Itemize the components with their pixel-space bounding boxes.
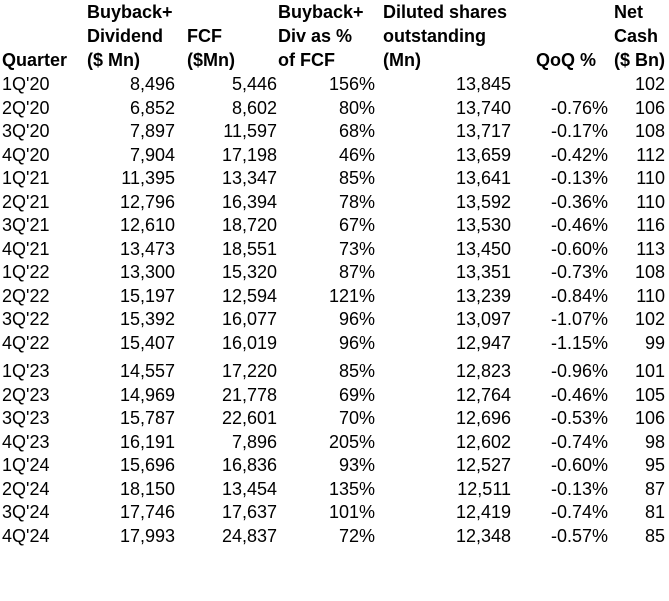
diluted-shares-cell: 13,845 — [455, 74, 511, 94]
header-quarter-line: Quarter — [2, 50, 68, 70]
fcf-cell: 17,198 — [221, 144, 277, 165]
qoq-cell: -0.74% — [550, 502, 608, 522]
net-cash-cell: 105 — [634, 384, 665, 405]
buyback-dividend-cell: 11,395 — [121, 168, 175, 188]
pct-of-fcf-cell: 69% — [338, 384, 375, 405]
header-line: Cash — [614, 26, 659, 46]
buyback-dividend-cell: 13,300 — [119, 262, 175, 282]
net-cash-cell: 110 — [636, 191, 665, 212]
fcf-cell: 12,594 — [221, 285, 277, 306]
qoq-cell: -0.73% — [550, 262, 608, 282]
buyback-dividend-cell: 7,904 — [129, 144, 175, 165]
header-line: ($Mn) — [187, 50, 235, 70]
header-line: of FCF — [278, 50, 335, 70]
header-line: FCF — [187, 26, 222, 46]
quarter-cell: 2Q'21 — [2, 191, 50, 212]
buyback-dividend-cell: 15,696 — [119, 455, 175, 475]
fcf-cell: 21,778 — [221, 384, 277, 405]
diluted-shares-cell: 12,823 — [455, 361, 511, 381]
net-cash-cell: 116 — [636, 215, 665, 235]
buyback-dividend-cell: 17,993 — [119, 525, 175, 546]
net-cash-cell: 98 — [644, 431, 665, 452]
qoq-cell: -0.13% — [550, 478, 608, 499]
header-pct-of-fcf — [278, 0, 364, 72]
quarter-cell: 2Q'22 — [2, 285, 50, 306]
qoq-cell: -0.46% — [550, 215, 608, 235]
quarter-cell: 3Q'24 — [2, 502, 50, 522]
net-cash-cell: 101 — [634, 361, 665, 381]
net-cash-cell: 110 — [636, 168, 665, 188]
header-line: Dividend — [87, 26, 164, 46]
header-net-cash — [614, 0, 665, 72]
qoq-cell: -0.96% — [550, 361, 608, 381]
table-header — [0, 0, 669, 72]
net-cash-cell: 108 — [634, 262, 665, 282]
net-cash-cell: 95 — [644, 455, 665, 475]
quarter-cell: 1Q'20 — [2, 74, 50, 94]
net-cash-cell: 108 — [634, 121, 665, 141]
fcf-cell: 11,597 — [223, 121, 277, 141]
table-row — [0, 384, 669, 408]
table-row — [0, 285, 669, 309]
table-row — [0, 97, 669, 121]
pct-of-fcf-cell: 80% — [338, 97, 375, 118]
table-row — [0, 120, 669, 144]
pct-of-fcf-cell: 87% — [338, 262, 375, 282]
buyback-dividend-cell: 13,473 — [119, 238, 175, 259]
quarter-cell: 4Q'21 — [2, 238, 50, 259]
quarter-cell: 2Q'24 — [2, 478, 50, 499]
pct-of-fcf-cell: 68% — [338, 121, 375, 141]
diluted-shares-cell: 12,419 — [455, 502, 511, 522]
buyback-dividend-cell: 14,969 — [119, 384, 175, 405]
pct-of-fcf-cell: 96% — [338, 309, 375, 329]
qoq-cell: -0.36% — [550, 191, 608, 212]
pct-of-fcf-cell: 205% — [328, 431, 375, 452]
fcf-cell: 13,347 — [221, 168, 277, 188]
table-row — [0, 238, 669, 262]
table-row — [0, 261, 669, 285]
header-line: (Mn) — [383, 50, 421, 70]
diluted-shares-cell: 13,530 — [455, 215, 511, 235]
table-row — [0, 478, 669, 502]
pct-of-fcf-cell: 96% — [338, 332, 375, 353]
fcf-cell: 17,220 — [221, 361, 277, 381]
quarter-cell: 1Q'23 — [2, 361, 50, 381]
net-cash-cell: 113 — [636, 238, 665, 259]
table-row — [0, 191, 669, 215]
pct-of-fcf-cell: 72% — [338, 525, 375, 546]
quarter-cell: 4Q'20 — [2, 144, 50, 165]
net-cash-cell: 99 — [644, 332, 665, 353]
quarter-cell: 4Q'22 — [2, 332, 50, 353]
qoq-cell: -0.17% — [550, 121, 608, 141]
table-row — [0, 501, 669, 525]
quarter-cell: 3Q'21 — [2, 215, 50, 235]
net-cash-cell: 106 — [634, 97, 665, 118]
quarter-cell: 4Q'23 — [2, 431, 50, 452]
net-cash-cell: 102 — [634, 74, 665, 94]
qoq-cell: -0.46% — [550, 384, 608, 405]
diluted-shares-cell: 12,527 — [455, 455, 511, 475]
diluted-shares-cell: 13,239 — [455, 285, 511, 306]
fcf-cell: 13,454 — [221, 478, 277, 499]
table-row — [0, 167, 669, 191]
buyback-dividend-cell: 14,557 — [119, 361, 175, 381]
pct-of-fcf-cell: 67% — [338, 215, 375, 235]
pct-of-fcf-cell: 93% — [338, 455, 375, 475]
fcf-cell: 18,551 — [221, 238, 277, 259]
pct-of-fcf-cell: 156% — [328, 74, 375, 94]
qoq-cell: -0.74% — [550, 431, 608, 452]
table-row — [0, 454, 669, 478]
buyback-dividend-cell: 17,746 — [119, 502, 175, 522]
pct-of-fcf-cell: 85% — [338, 168, 375, 188]
qoq-cell: -0.84% — [550, 285, 608, 306]
quarter-cell: 3Q'20 — [2, 121, 50, 141]
quarter-cell: 2Q'23 — [2, 384, 50, 405]
diluted-shares-cell: 13,097 — [455, 309, 511, 329]
diluted-shares-cell: 12,602 — [455, 431, 511, 452]
table-row — [0, 73, 669, 97]
qoq-cell: -0.53% — [550, 408, 608, 428]
buyback-dividend-cell: 12,796 — [119, 191, 175, 212]
header-line: Buyback+ — [87, 2, 173, 22]
net-cash-cell: 110 — [636, 285, 665, 306]
quarter-cell: 1Q'24 — [2, 455, 50, 475]
net-cash-cell: 102 — [634, 309, 665, 329]
quarter-cell: 3Q'22 — [2, 309, 50, 329]
fcf-cell: 8,602 — [231, 97, 277, 118]
buyback-dividend-cell: 8,496 — [129, 74, 175, 94]
table-body — [0, 73, 669, 548]
buyback-dividend-cell: 15,392 — [119, 309, 175, 329]
buyback-dividend-cell: 15,407 — [119, 332, 175, 353]
quarter-cell: 3Q'23 — [2, 408, 50, 428]
net-cash-cell: 85 — [644, 525, 665, 546]
qoq-cell: -0.13% — [550, 168, 608, 188]
diluted-shares-cell: 12,511 — [457, 478, 511, 499]
qoq-cell: -1.07% — [550, 309, 608, 329]
fcf-cell: 17,637 — [221, 502, 277, 522]
fcf-cell: 16,019 — [221, 332, 277, 353]
header-qoq — [536, 48, 596, 72]
header-quarter — [2, 48, 67, 72]
pct-of-fcf-cell: 85% — [338, 361, 375, 381]
header-line: QoQ % — [536, 50, 597, 70]
diluted-shares-cell: 13,717 — [455, 121, 511, 141]
table-row — [0, 308, 669, 332]
buyback-dividend-cell: 16,191 — [119, 431, 175, 452]
table-row — [0, 431, 669, 455]
buyback-dividend-cell: 7,897 — [129, 121, 175, 141]
fcf-cell: 15,320 — [221, 262, 277, 282]
pct-of-fcf-cell: 78% — [338, 191, 375, 212]
qoq-cell: -0.60% — [550, 238, 608, 259]
table-row — [0, 214, 669, 238]
diluted-shares-cell: 13,740 — [455, 97, 511, 118]
pct-of-fcf-cell: 101% — [328, 502, 375, 522]
header-line: ($ Mn) — [87, 50, 140, 70]
diluted-shares-cell: 12,696 — [455, 408, 511, 428]
diluted-shares-cell: 13,641 — [455, 168, 511, 188]
header-line: outstanding — [383, 26, 486, 46]
diluted-shares-cell: 13,450 — [455, 238, 511, 259]
header-line: Div as % — [278, 26, 353, 46]
diluted-shares-cell: 13,592 — [455, 191, 511, 212]
header-line: Buyback+ — [278, 2, 364, 22]
net-cash-cell: 81 — [644, 502, 665, 522]
qoq-cell: -0.57% — [550, 525, 608, 546]
pct-of-fcf-cell: 135% — [328, 478, 375, 499]
fcf-cell: 16,836 — [221, 455, 277, 475]
diluted-shares-cell: 13,659 — [455, 144, 511, 165]
header-line: Diluted shares — [383, 2, 508, 22]
quarter-cell: 1Q'22 — [2, 262, 50, 282]
diluted-shares-cell: 12,348 — [455, 525, 511, 546]
net-cash-cell: 87 — [644, 478, 665, 499]
diluted-shares-cell: 13,351 — [455, 262, 511, 282]
fcf-cell: 16,077 — [221, 309, 277, 329]
table-row — [0, 144, 669, 168]
buyback-dividend-cell: 15,197 — [119, 285, 175, 306]
pct-of-fcf-cell: 73% — [338, 238, 375, 259]
fcf-cell: 24,837 — [221, 525, 277, 546]
net-cash-cell: 112 — [636, 144, 665, 165]
net-cash-cell: 106 — [634, 408, 665, 428]
quarter-cell: 2Q'20 — [2, 97, 50, 118]
buyback-dividend-cell: 18,150 — [119, 478, 175, 499]
pct-of-fcf-cell: 46% — [338, 144, 375, 165]
buyback-dividend-cell: 6,852 — [129, 97, 175, 118]
table-row — [0, 360, 669, 384]
pct-of-fcf-cell: 70% — [338, 408, 375, 428]
header-diluted-shares — [383, 0, 507, 72]
header-fcf — [187, 24, 235, 72]
table-row — [0, 332, 669, 356]
table-row — [0, 525, 669, 549]
buyback-dividend-cell: 12,610 — [119, 215, 175, 235]
header-buyback-dividend — [87, 0, 173, 72]
qoq-cell: -0.76% — [550, 97, 608, 118]
table-row — [0, 407, 669, 431]
quarter-cell: 4Q'24 — [2, 525, 50, 546]
fcf-cell: 7,896 — [231, 431, 277, 452]
fcf-cell: 16,394 — [221, 191, 277, 212]
fcf-cell: 5,446 — [231, 74, 277, 94]
diluted-shares-cell: 12,764 — [455, 384, 511, 405]
fcf-cell: 18,720 — [221, 215, 277, 235]
header-line: Net — [614, 2, 644, 22]
fcf-cell: 22,601 — [221, 408, 277, 428]
header-line: ($ Bn) — [614, 50, 665, 70]
qoq-cell: -0.42% — [550, 144, 608, 165]
qoq-cell: -0.60% — [550, 455, 608, 475]
buyback-dividend-cell: 15,787 — [119, 408, 175, 428]
diluted-shares-cell: 12,947 — [455, 332, 511, 353]
pct-of-fcf-cell: 121% — [328, 285, 375, 306]
quarter-cell: 1Q'21 — [2, 168, 50, 188]
qoq-cell: -1.15% — [550, 332, 608, 353]
